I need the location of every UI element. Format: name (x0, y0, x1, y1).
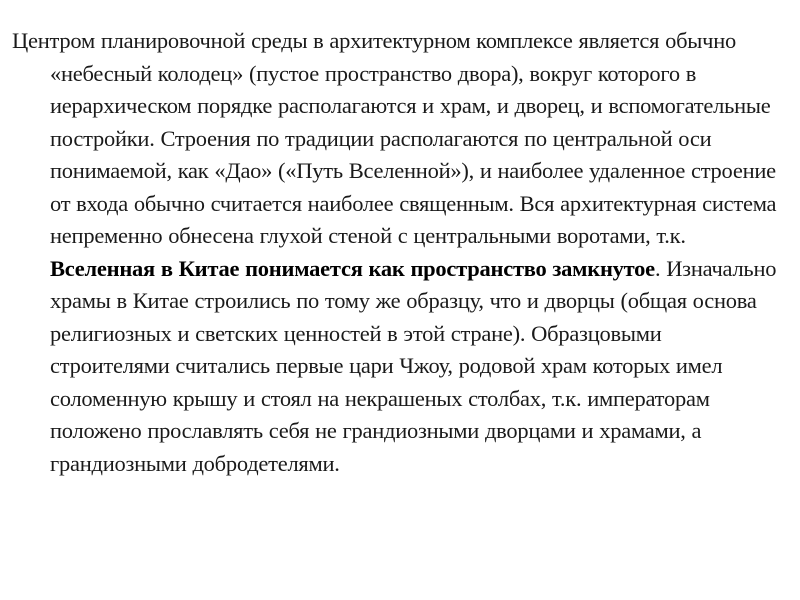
paragraph-bold-phrase: Вселенная в Китае понимается как пространство замкнутое (50, 255, 655, 281)
body-paragraph (12, 25, 785, 480)
paragraph-text-end: . Изначально храмы в Китае строились по тому же образцу, что и дворцы (общая основа религиозных и светских ценностей в этой стране). Образцовыми строителями считались первые цари Чжоу, родовой храм которых имел соломенную крышу и стоял на некрашеных столбах, т.к. императорам положено прославлять себя не грандиозными дворцами и храмами, а грандиозными добродетелями. (50, 255, 777, 476)
paragraph-text-start: Центром планировочной среды в архитектурном комплексе является обычно «небесный колодец» (пустое пространство двора), вокруг которого в иерархическом порядке располагаются и храм, и дворец, и вспомогательные постройки. Строения по традиции располагаются по центральной оси понимаемой, как «Дао» («Путь Вселенной»), и наиболее удаленное строение от входа обычно считается наиболее священным. Вся архитектурная система непременно обнесена глухой стеной с центральными воротами, т.к. (12, 28, 777, 248)
